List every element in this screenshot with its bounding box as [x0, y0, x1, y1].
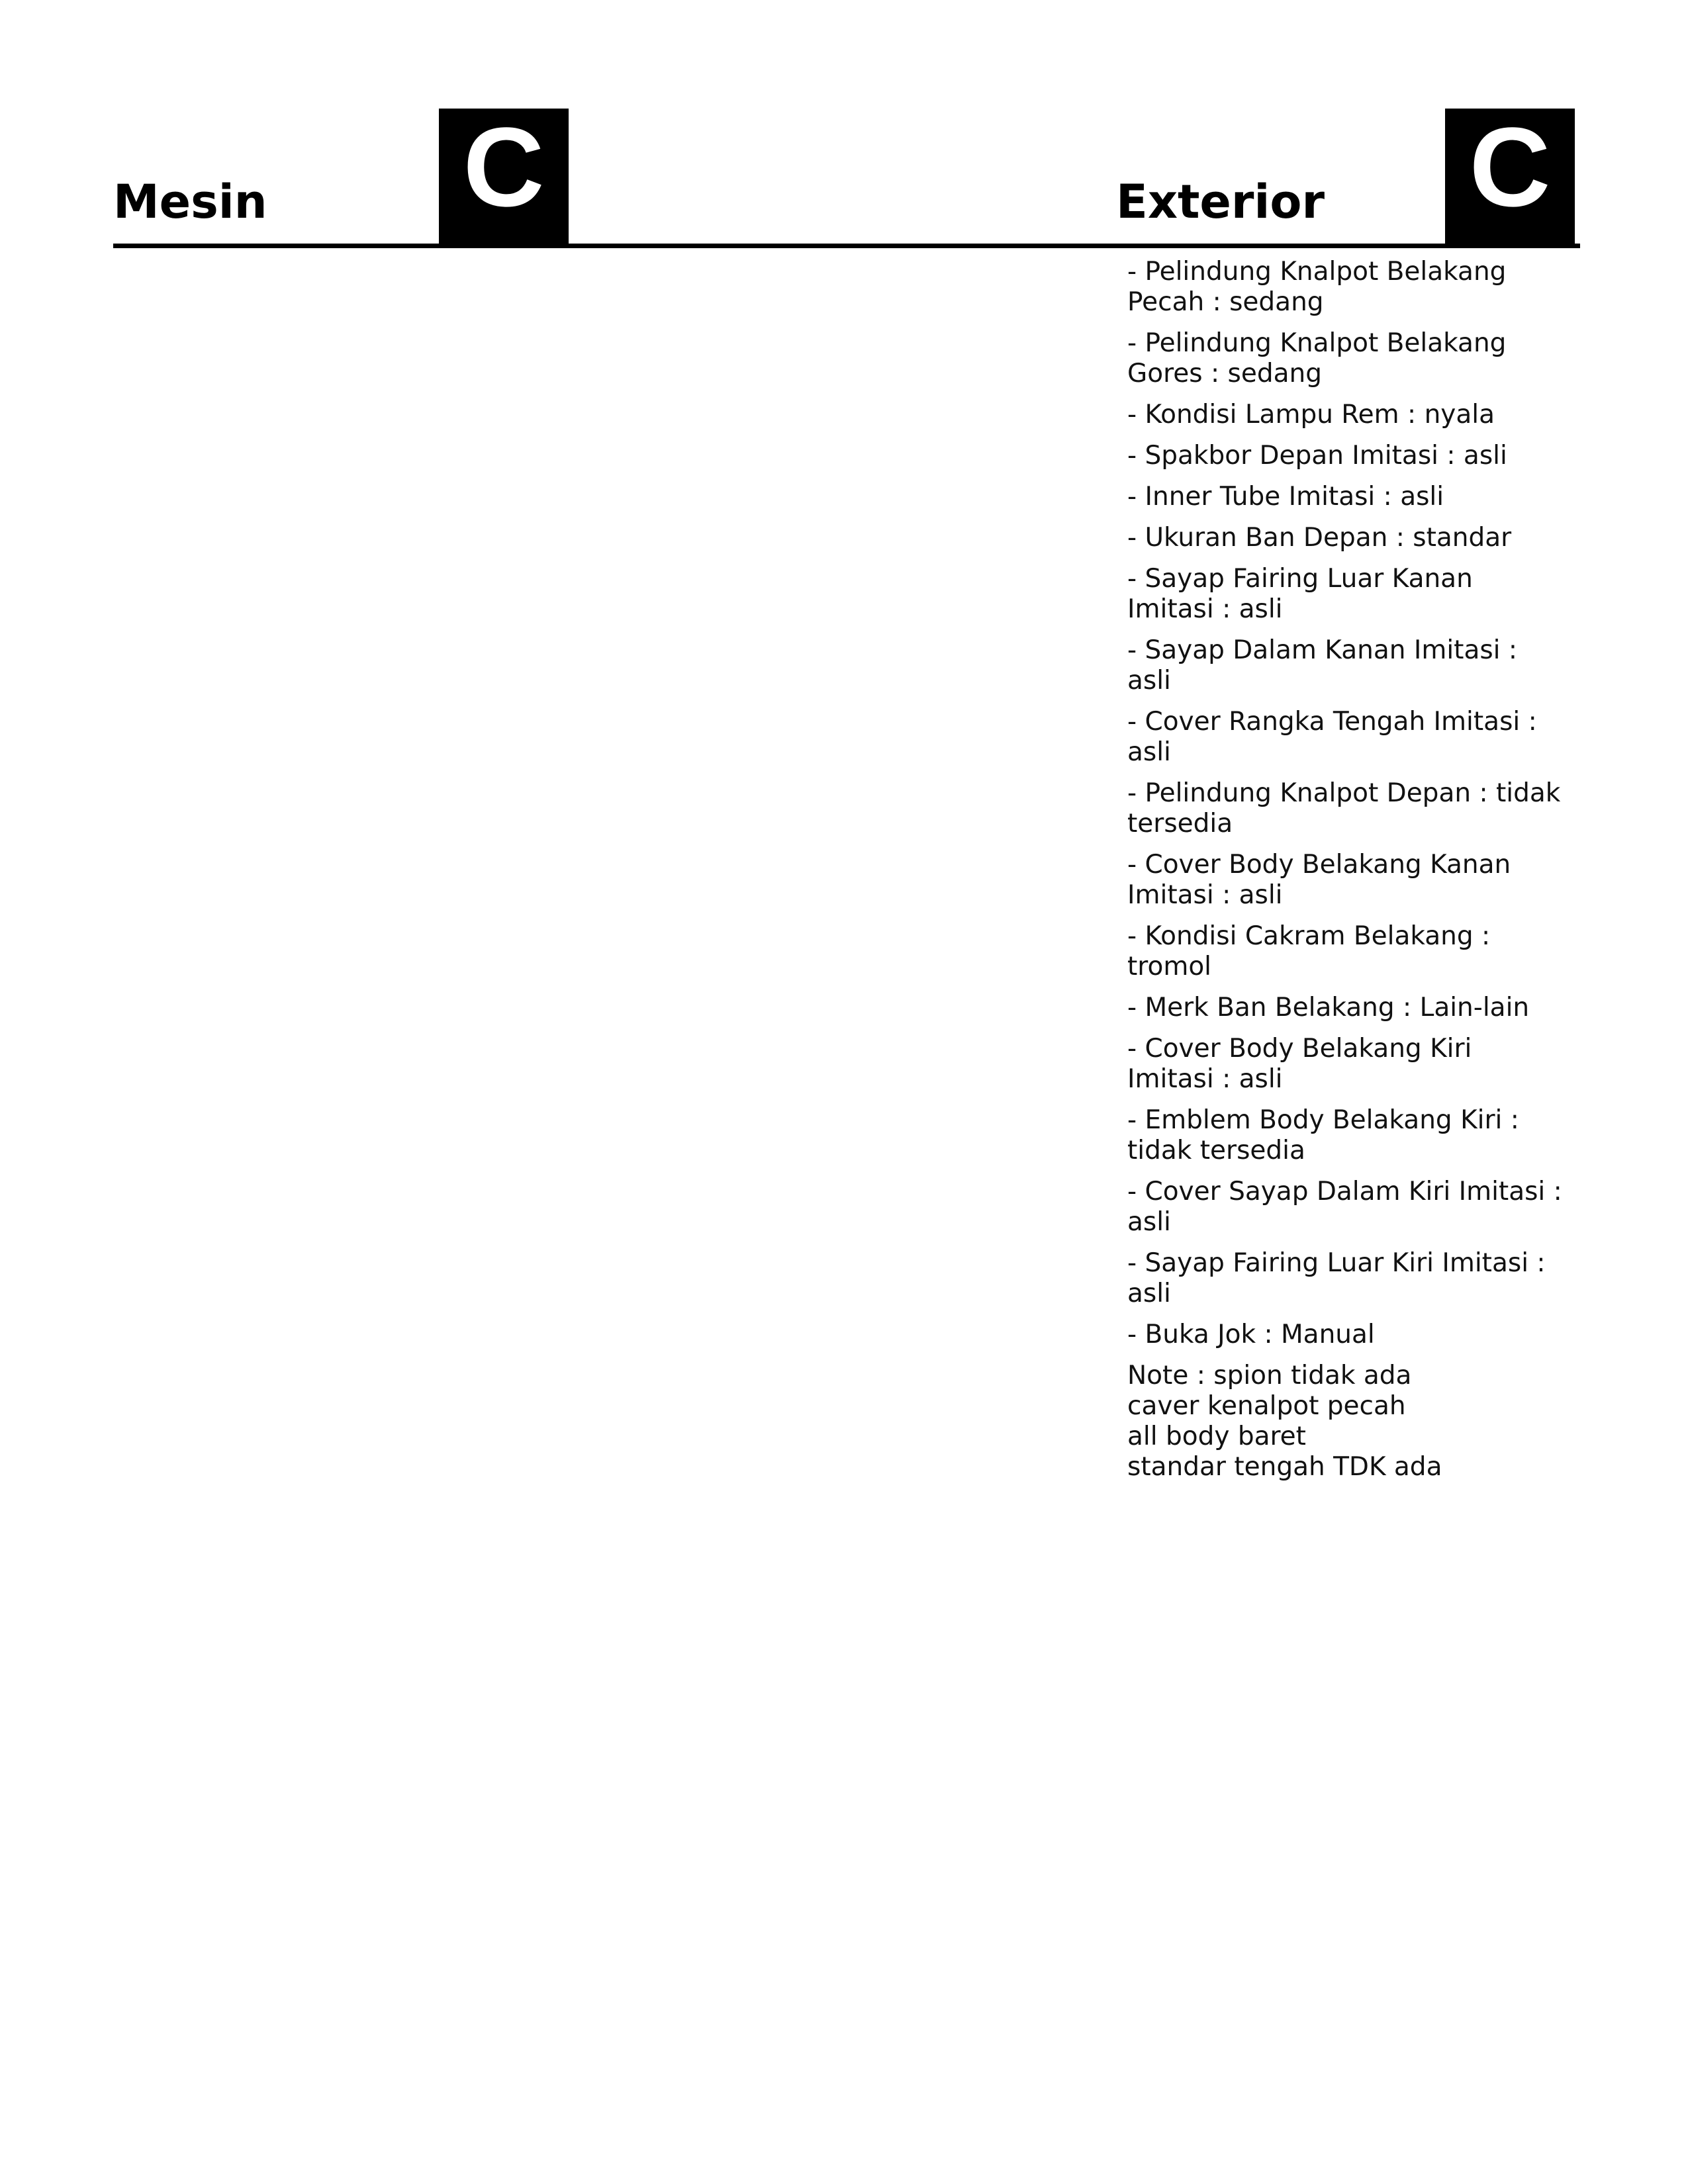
mesin-grade-badge: [439, 105, 569, 245]
exterior-note: [1127, 1361, 1564, 1482]
list-item: - Pelindung Knalpot Belakang Pecah : sedang: [1127, 257, 1507, 317]
note-line: Note : spion tidak ada: [1127, 1361, 1412, 1390]
note-line: caver kenalpot pecah: [1127, 1391, 1406, 1421]
list-item: - Cover Sayap Dalam Kiri Imitasi : asli: [1127, 1177, 1562, 1237]
list-item: - Cover Body Belakang Kanan Imitasi : asli: [1127, 850, 1511, 910]
list-item: - Buka Jok : Manual: [1127, 1320, 1375, 1349]
list-item: - Sayap Fairing Luar Kanan Imitasi : asli: [1127, 564, 1473, 624]
list-item: - Ukuran Ban Depan : standar: [1127, 523, 1512, 553]
list-item: - Sayap Dalam Kanan Imitasi : asli: [1127, 635, 1518, 696]
note-line: all body baret: [1127, 1422, 1306, 1451]
list-item: - Spakbor Depan Imitasi : asli: [1127, 441, 1507, 471]
list-item: - Cover Body Belakang Kiri Imitasi : asli: [1127, 1034, 1472, 1094]
list-item: - Merk Ban Belakang : Lain-lain: [1127, 993, 1530, 1023]
mesin-grade-letter: C: [463, 105, 545, 230]
exterior-title: Exterior: [1116, 175, 1325, 229]
header-divider: [113, 244, 1580, 248]
exterior-items-list: [1127, 257, 1564, 1493]
list-item: - Pelindung Knalpot Belakang Gores : sedang: [1127, 328, 1507, 388]
list-item: - Inner Tube Imitasi : asli: [1127, 482, 1444, 512]
note-line: standar tengah TDK ada: [1127, 1452, 1442, 1482]
list-item: - Kondisi Lampu Rem : nyala: [1127, 400, 1495, 430]
list-item: - Sayap Fairing Luar Kiri Imitasi : asli: [1127, 1248, 1546, 1308]
list-item: - Pelindung Knalpot Depan : tidak tersedia: [1127, 778, 1561, 839]
list-item: - Cover Rangka Tengah Imitasi : asli: [1127, 707, 1537, 767]
list-item: - Kondisi Cakram Belakang : tromol: [1127, 921, 1491, 981]
exterior-grade-letter: C: [1469, 105, 1551, 230]
exterior-grade-badge: [1445, 105, 1575, 245]
list-item: - Emblem Body Belakang Kiri : tidak tersedia: [1127, 1105, 1519, 1165]
mesin-title: Mesin: [113, 175, 267, 229]
